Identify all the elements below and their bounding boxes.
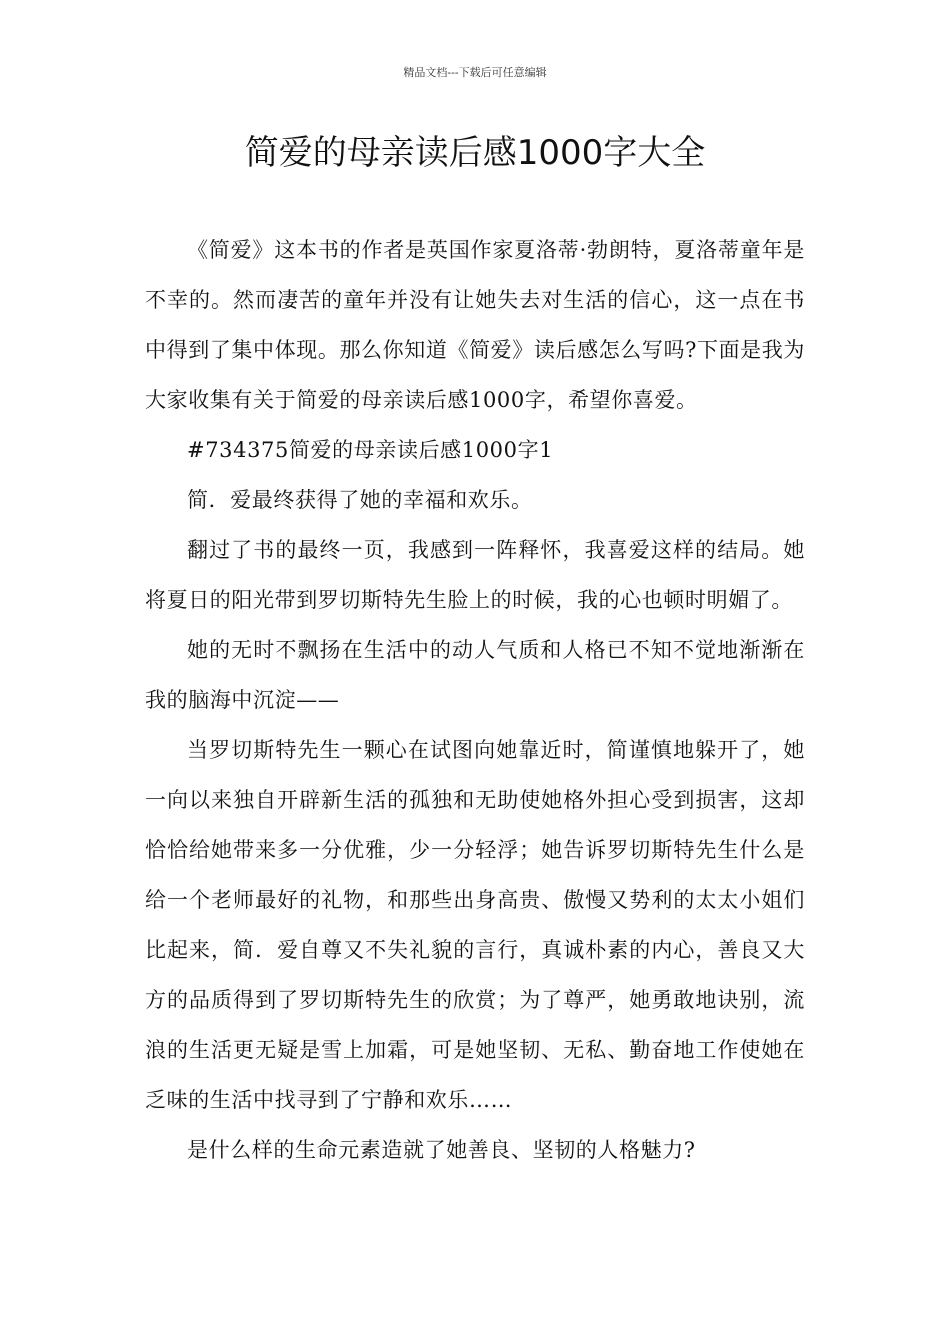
- header-note: 精品文档---下载后可任意编辑: [403, 66, 547, 79]
- paragraph: 她的无时不飘扬在生活中的动人气质和人格已不知不觉地渐渐在我的脑海中沉淀——: [145, 638, 805, 712]
- document-body: [145, 225, 805, 1175]
- paragraph-section-heading: #734375简爱的母亲读后感1000字1: [187, 438, 554, 462]
- paragraph: 翻过了书的最终一页，我感到一阵释怀，我喜爱这样的结局。她将夏日的阳光带到罗切斯特先生脸上的时候，我的心也顿时明媚了。: [145, 538, 805, 612]
- paragraph-intro: 《简爱》这本书的作者是英国作家夏洛蒂·勃朗特，夏洛蒂童年是不幸的。然而凄苦的童年并没有让她失去对生活的信心，这一点在书中得到了集中体现。那么你知道《简爱》读后感怎么写吗?下面是我为大家收集有关于简爱的母亲读后感1000字，希望你喜爱。: [145, 238, 805, 412]
- paragraph: 当罗切斯特先生一颗心在试图向她靠近时，简谨慎地躲开了，她一向以来独自开辟新生活的孤独和无助使她格外担心受到损害，这却恰恰给她带来多一分优雅，少一分轻浮；她告诉罗切斯特先生什么是给一个老师最好的礼物，和那些出身高贵、傲慢又势利的太太小姐们比起来，简．爱自尊又不失礼貌的言行，真诚朴素的内心，善良又大方的品质得到了罗切斯特先生的欣赏；为了尊严，她勇敢地诀别，流浪的生活更无疑是雪上加霜，可是她坚韧、无私、勤奋地工作使她在乏味的生活中找寻到了宁静和欢乐……: [145, 738, 805, 1112]
- paragraph: 是什么样的生命元素造就了她善良、坚韧的人格魅力?: [187, 1138, 696, 1162]
- document-title: 简爱的母亲读后感1000字大全: [244, 133, 706, 173]
- paragraph: 简．爱最终获得了她的幸福和欢乐。: [187, 488, 533, 512]
